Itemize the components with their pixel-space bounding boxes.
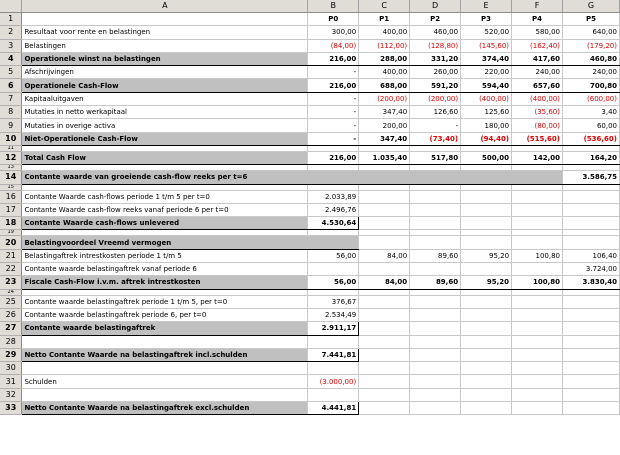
cell-value[interactable]: 520,00 xyxy=(461,26,512,39)
cell-value[interactable]: 376,67 xyxy=(308,295,359,308)
cell-label[interactable]: Contante waarde belastingaftrek periode 6, per t=0 xyxy=(22,308,308,321)
row-number[interactable]: 24 xyxy=(0,289,22,295)
cell-value[interactable]: 4.441,81 xyxy=(308,402,359,415)
cell-value[interactable]: (600,00) xyxy=(562,92,619,105)
cell-label[interactable]: Resultaat voor rente en belastingen xyxy=(22,26,308,39)
cell-value[interactable]: - xyxy=(308,92,359,105)
row-number[interactable]: 13 xyxy=(0,165,22,171)
cell[interactable] xyxy=(562,348,619,361)
row-number[interactable]: 32 xyxy=(0,388,22,401)
row-18 xyxy=(0,217,620,230)
period-header[interactable]: P3 xyxy=(461,13,512,26)
cell-value[interactable]: 400,00 xyxy=(359,26,410,39)
cell-label[interactable]: Netto Contante Waarde na belastingaftrek incl.schulden xyxy=(22,348,308,361)
cell-value[interactable]: 216,00 xyxy=(308,151,359,164)
cell-label[interactable]: Contante waarde belastingaftrek xyxy=(22,322,308,335)
row-16 xyxy=(0,190,620,203)
column-header-b[interactable]: B xyxy=(308,0,359,13)
row-26 xyxy=(0,308,620,321)
row-number[interactable]: 10 xyxy=(0,132,22,145)
cell-value[interactable]: 240,00 xyxy=(512,66,563,79)
cell-label[interactable]: Contante waarde belastingaftrek periode 1 t/m 5, per t=0 xyxy=(22,295,308,308)
cell-value[interactable]: (515,60) xyxy=(512,132,563,145)
cell[interactable] xyxy=(512,217,563,230)
column-header-a[interactable]: A xyxy=(22,0,308,13)
cell-value[interactable]: 688,00 xyxy=(359,79,410,92)
cell-value[interactable]: 84,00 xyxy=(359,249,410,262)
cell[interactable] xyxy=(512,295,563,308)
cell-value[interactable]: 374,40 xyxy=(461,52,512,65)
period-header[interactable]: P0 xyxy=(308,13,359,26)
cell[interactable] xyxy=(512,203,563,216)
cell-value[interactable]: 84,00 xyxy=(359,276,410,289)
row-number[interactable]: 15 xyxy=(0,184,22,190)
cell-value[interactable]: 347,40 xyxy=(359,106,410,119)
row-25 xyxy=(0,295,620,308)
cell-value[interactable]: 200,00 xyxy=(359,119,410,132)
cell[interactable] xyxy=(359,190,410,203)
row-30 xyxy=(0,362,620,375)
cell[interactable] xyxy=(562,362,619,375)
cell-value[interactable]: 3.586,75 xyxy=(562,171,619,184)
cell-value[interactable]: 7.441,81 xyxy=(308,348,359,361)
cell[interactable] xyxy=(562,190,619,203)
cell[interactable] xyxy=(512,335,563,348)
cell-value[interactable]: (73,40) xyxy=(410,132,461,145)
cell[interactable] xyxy=(461,236,512,249)
cell-value[interactable]: 288,00 xyxy=(359,52,410,65)
row-22 xyxy=(0,263,620,276)
cell[interactable] xyxy=(562,203,619,216)
cell-label[interactable]: Mutaties in netto werkapitaal xyxy=(22,106,308,119)
row-6 xyxy=(0,79,620,92)
cell[interactable] xyxy=(22,335,308,348)
cell-label[interactable]: Schulden xyxy=(22,375,308,388)
cell[interactable] xyxy=(562,402,619,415)
cell-value[interactable]: (179,20) xyxy=(562,39,619,52)
cell-label[interactable]: Operationele winst na belastingen xyxy=(22,52,308,65)
cell[interactable] xyxy=(359,348,410,361)
row-number[interactable]: 21 xyxy=(0,249,22,262)
cell-value[interactable]: 126,60 xyxy=(410,106,461,119)
cell[interactable] xyxy=(22,362,308,375)
cell-label[interactable]: Contante Waarde cash-flows periode 1 t/m 5 per t=0 xyxy=(22,190,308,203)
row-number[interactable]: 25 xyxy=(0,295,22,308)
cell[interactable] xyxy=(512,263,563,276)
cell[interactable] xyxy=(359,362,410,375)
cell-value[interactable]: 142,00 xyxy=(512,151,563,164)
cell-value[interactable]: 216,00 xyxy=(308,79,359,92)
row-5 xyxy=(0,66,620,79)
cell-label[interactable]: Belastingvoordeel Vreemd vermogen xyxy=(22,236,359,249)
cell-value[interactable]: 700,80 xyxy=(562,79,619,92)
cell-value[interactable]: (94,40) xyxy=(461,132,512,145)
cell-label[interactable]: Netto Contante Waarde na belastingaftrek excl.schulden xyxy=(22,402,308,415)
cell-value[interactable]: 4.530,64 xyxy=(308,217,359,230)
cell[interactable] xyxy=(308,388,359,401)
cell-value[interactable]: (84,00) xyxy=(308,39,359,52)
cell[interactable] xyxy=(359,236,410,249)
row-number[interactable]: 6 xyxy=(0,79,22,92)
cell-value[interactable]: 164,20 xyxy=(562,151,619,164)
cell-value[interactable]: 640,00 xyxy=(562,26,619,39)
cell-label[interactable]: Contante Waarde cash-flows unlevered xyxy=(22,217,308,230)
cell[interactable] xyxy=(562,308,619,321)
period-header[interactable]: P4 xyxy=(512,13,563,26)
cell-value[interactable]: 580,00 xyxy=(512,26,563,39)
cell[interactable] xyxy=(410,402,461,415)
cell-value[interactable]: 100,80 xyxy=(512,276,563,289)
cell[interactable] xyxy=(461,362,512,375)
row-12 xyxy=(0,151,620,164)
cell[interactable] xyxy=(512,362,563,375)
row-17 xyxy=(0,203,620,216)
row-number[interactable]: 29 xyxy=(0,348,22,361)
cell[interactable] xyxy=(410,375,461,388)
cell[interactable] xyxy=(359,375,410,388)
cell[interactable] xyxy=(512,402,563,415)
row-32 xyxy=(0,388,620,401)
cell[interactable] xyxy=(359,388,410,401)
cell[interactable] xyxy=(359,308,410,321)
cell-value[interactable]: 657,60 xyxy=(512,79,563,92)
cell-value[interactable]: 2.911,17 xyxy=(308,322,359,335)
cell-value[interactable]: 400,00 xyxy=(359,66,410,79)
cell[interactable] xyxy=(359,217,410,230)
cell[interactable] xyxy=(308,362,359,375)
cell[interactable] xyxy=(308,335,359,348)
cell-value[interactable]: - xyxy=(308,66,359,79)
cell-value[interactable]: 3.724,00 xyxy=(562,263,619,276)
cell-value[interactable]: 56,00 xyxy=(308,276,359,289)
cell-value[interactable]: 106,40 xyxy=(562,249,619,262)
cell-value[interactable]: (128,80) xyxy=(410,39,461,52)
cell-value[interactable]: 460,80 xyxy=(562,52,619,65)
row-20 xyxy=(0,236,620,249)
cell-label[interactable]: Belastingaftrek intrestkosten periode 1 t/m 5 xyxy=(22,249,308,262)
row-10 xyxy=(0,132,620,145)
cell[interactable] xyxy=(562,236,619,249)
column-header-e[interactable]: E xyxy=(461,0,512,13)
cell-label[interactable]: Fiscale Cash-Flow i.v.m. aftrek intrestkosten xyxy=(22,276,308,289)
cell-value[interactable]: 216,00 xyxy=(308,52,359,65)
row-1 xyxy=(0,13,620,26)
row-number[interactable]: 12 xyxy=(0,151,22,164)
row-number[interactable]: 28 xyxy=(0,335,22,348)
row-number[interactable]: 1 xyxy=(0,13,22,26)
row-23 xyxy=(0,276,620,289)
row-number[interactable]: 3 xyxy=(0,39,22,52)
cell[interactable] xyxy=(562,322,619,335)
cell-label[interactable]: Afschrijvingen xyxy=(22,66,308,79)
cell-label[interactable]: Belastingen xyxy=(22,39,308,52)
cell[interactable] xyxy=(461,375,512,388)
cell-label[interactable]: Contante Waarde cash-flow reeks vanaf periode 6 per t=0 xyxy=(22,203,308,216)
row-number[interactable]: 2 xyxy=(0,26,22,39)
cell[interactable] xyxy=(562,375,619,388)
cell-value[interactable]: 594,40 xyxy=(461,79,512,92)
cell[interactable] xyxy=(562,295,619,308)
cell[interactable] xyxy=(461,295,512,308)
cell-value[interactable]: 300,00 xyxy=(308,26,359,39)
cell[interactable] xyxy=(410,348,461,361)
cell-label[interactable]: Kapitaaluitgaven xyxy=(22,92,308,105)
period-header[interactable]: P1 xyxy=(359,13,410,26)
cell-value[interactable]: (80,00) xyxy=(512,119,563,132)
row-4 xyxy=(0,52,620,65)
column-header-row xyxy=(0,0,620,13)
cell[interactable] xyxy=(512,308,563,321)
cell[interactable] xyxy=(461,402,512,415)
cell-value[interactable]: 3,40 xyxy=(562,106,619,119)
cell[interactable] xyxy=(410,236,461,249)
cell[interactable] xyxy=(359,203,410,216)
cell-value[interactable]: 331,20 xyxy=(410,52,461,65)
row-21 xyxy=(0,249,620,262)
cell[interactable] xyxy=(461,322,512,335)
cell[interactable] xyxy=(512,236,563,249)
cell-value[interactable]: (145,60) xyxy=(461,39,512,52)
cell-label[interactable]: Contante waarde belastingaftrek vanaf periode 6 xyxy=(22,263,308,276)
cell[interactable] xyxy=(410,190,461,203)
cell[interactable] xyxy=(461,348,512,361)
cell-value[interactable]: (200,00) xyxy=(359,92,410,105)
row-33 xyxy=(0,402,620,415)
row-number[interactable]: 22 xyxy=(0,263,22,276)
cell-value[interactable]: 1.035,40 xyxy=(359,151,410,164)
cell-value[interactable]: 95,20 xyxy=(461,276,512,289)
period-header[interactable]: P5 xyxy=(562,13,619,26)
cell-value[interactable]: (200,00) xyxy=(410,92,461,105)
row-28 xyxy=(0,335,620,348)
row-number[interactable]: 14 xyxy=(0,171,22,184)
cell-label[interactable]: Niet-Operationele Cash-Flow xyxy=(22,132,308,145)
row-2 xyxy=(0,26,620,39)
cell-value[interactable]: (400,00) xyxy=(512,92,563,105)
cell[interactable] xyxy=(410,295,461,308)
column-header-d[interactable]: D xyxy=(410,0,461,13)
cell[interactable] xyxy=(512,190,563,203)
cell[interactable] xyxy=(359,402,410,415)
row-31 xyxy=(0,375,620,388)
row-number[interactable]: 19 xyxy=(0,230,22,236)
cell[interactable] xyxy=(410,388,461,401)
cell[interactable] xyxy=(308,263,359,276)
cell[interactable] xyxy=(410,308,461,321)
row-9 xyxy=(0,119,620,132)
cell[interactable] xyxy=(562,335,619,348)
row-number[interactable]: 11 xyxy=(0,145,22,151)
cell-value[interactable]: 100,80 xyxy=(512,249,563,262)
row-number[interactable]: 30 xyxy=(0,362,22,375)
cell-value[interactable]: 240,00 xyxy=(562,66,619,79)
row-14 xyxy=(0,171,620,184)
cell[interactable] xyxy=(461,190,512,203)
cell-value[interactable]: 591,20 xyxy=(410,79,461,92)
cell-value[interactable]: 89,60 xyxy=(410,276,461,289)
row-number[interactable]: 31 xyxy=(0,375,22,388)
cell-value[interactable]: - xyxy=(308,132,359,145)
row-number[interactable]: 18 xyxy=(0,217,22,230)
cell[interactable] xyxy=(410,335,461,348)
cell-value[interactable]: 517,80 xyxy=(410,151,461,164)
cell[interactable] xyxy=(359,335,410,348)
cell[interactable] xyxy=(562,388,619,401)
row-number[interactable]: 16 xyxy=(0,190,22,203)
cell-value[interactable]: - xyxy=(308,119,359,132)
cell-value[interactable]: 125,60 xyxy=(461,106,512,119)
row-number[interactable]: 27 xyxy=(0,322,22,335)
row-number[interactable]: 33 xyxy=(0,402,22,415)
cell[interactable] xyxy=(461,203,512,216)
cell-label[interactable]: Total Cash Flow xyxy=(22,151,308,164)
select-all-corner[interactable] xyxy=(0,0,22,13)
row-number[interactable]: 8 xyxy=(0,106,22,119)
cell[interactable] xyxy=(410,362,461,375)
cell-label[interactable]: Contante waarde van groeiende cash-flow reeks per t=6 xyxy=(22,171,563,184)
cell-value[interactable]: - xyxy=(410,119,461,132)
cell-value[interactable]: 89,60 xyxy=(410,249,461,262)
cell-value[interactable]: (35,60) xyxy=(512,106,563,119)
cell-value[interactable]: 260,00 xyxy=(410,66,461,79)
cell-value[interactable]: 417,60 xyxy=(512,52,563,65)
row-29 xyxy=(0,348,620,361)
cell[interactable] xyxy=(359,263,410,276)
cell[interactable] xyxy=(410,217,461,230)
cell-value[interactable]: 56,00 xyxy=(308,249,359,262)
cell[interactable] xyxy=(22,13,308,26)
cell[interactable] xyxy=(410,263,461,276)
cell[interactable] xyxy=(22,388,308,401)
row-3 xyxy=(0,39,620,52)
cell-value[interactable]: 220,00 xyxy=(461,66,512,79)
cell[interactable] xyxy=(512,375,563,388)
cell-value[interactable]: 500,00 xyxy=(461,151,512,164)
row-number[interactable]: 5 xyxy=(0,66,22,79)
cell-value[interactable]: (400,00) xyxy=(461,92,512,105)
cell-value[interactable]: 460,00 xyxy=(410,26,461,39)
cell[interactable] xyxy=(512,348,563,361)
cell-value[interactable]: 2.534,49 xyxy=(308,308,359,321)
cell-value[interactable]: 180,00 xyxy=(461,119,512,132)
row-number[interactable]: 26 xyxy=(0,308,22,321)
column-header-f[interactable]: F xyxy=(512,0,563,13)
cell[interactable] xyxy=(410,322,461,335)
row-number[interactable]: 20 xyxy=(0,236,22,249)
row-number[interactable]: 4 xyxy=(0,52,22,65)
cell-value[interactable]: 2.033,89 xyxy=(308,190,359,203)
row-7 xyxy=(0,92,620,105)
cell[interactable] xyxy=(359,295,410,308)
cell-value[interactable]: 3.830,40 xyxy=(562,276,619,289)
cell-value[interactable]: (112,00) xyxy=(359,39,410,52)
cell-value[interactable]: 347,40 xyxy=(359,132,410,145)
cell-value[interactable]: (536,60) xyxy=(562,132,619,145)
cell-value[interactable]: 95,20 xyxy=(461,249,512,262)
cell-value[interactable]: (162,40) xyxy=(512,39,563,52)
column-header-g[interactable]: G xyxy=(562,0,619,13)
cell[interactable] xyxy=(562,217,619,230)
row-number[interactable]: 17 xyxy=(0,203,22,216)
cell[interactable] xyxy=(461,335,512,348)
cell-label[interactable]: Operationele Cash-Flow xyxy=(22,79,308,92)
cell-value[interactable]: 60,00 xyxy=(562,119,619,132)
cell-value[interactable]: (3.000,00) xyxy=(308,375,359,388)
period-header[interactable]: P2 xyxy=(410,13,461,26)
cell[interactable] xyxy=(359,322,410,335)
row-number[interactable]: 23 xyxy=(0,276,22,289)
row-number[interactable]: 9 xyxy=(0,119,22,132)
column-header-c[interactable]: C xyxy=(359,0,410,13)
cell[interactable] xyxy=(461,217,512,230)
cell[interactable] xyxy=(461,308,512,321)
cell-value[interactable]: 2.496,76 xyxy=(308,203,359,216)
cell[interactable] xyxy=(410,203,461,216)
row-27 xyxy=(0,322,620,335)
cell-value[interactable]: - xyxy=(308,106,359,119)
cell[interactable] xyxy=(461,388,512,401)
row-number[interactable]: 7 xyxy=(0,92,22,105)
row-8 xyxy=(0,106,620,119)
cell[interactable] xyxy=(512,322,563,335)
cell[interactable] xyxy=(461,263,512,276)
cell[interactable] xyxy=(512,388,563,401)
cell-label[interactable]: Mutaties in overige activa xyxy=(22,119,308,132)
